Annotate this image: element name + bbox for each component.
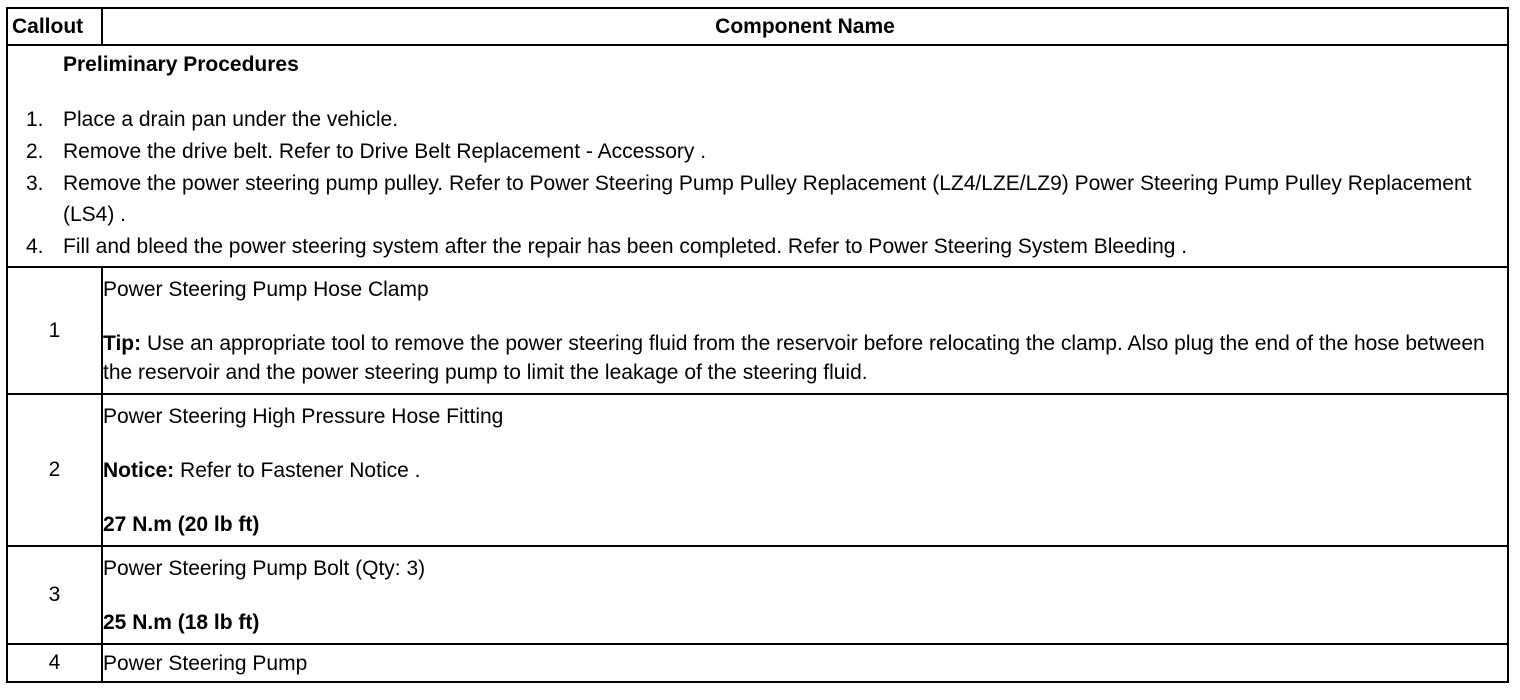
component-name: Power Steering Pump Hose Clamp <box>103 277 429 301</box>
component-name: Power Steering Pump <box>103 651 308 675</box>
preliminary-procedures-title: Preliminary Procedures <box>63 53 299 76</box>
table-row <box>7 394 1508 546</box>
notice-note <box>103 456 1507 485</box>
tip-note <box>103 329 1507 387</box>
step-text: Remove the power steering pump pulley. Refer to Power Steering Pump Pulley Replacement (LZ4/LZE/LZ9) Power Steering Pump Pulley Replacement (LS4) . <box>63 172 1472 226</box>
preliminary-row <box>7 45 1508 267</box>
component-name-column-header: Component Name <box>102 8 1508 45</box>
component-cell <box>102 644 1508 682</box>
torque-spec: 25 N.m (18 lb ft) <box>103 610 260 634</box>
step-text: Fill and bleed the power steering system after the repair has been completed. Refer to Power Steering System Bleeding . <box>63 235 1188 258</box>
component-cell <box>102 394 1508 546</box>
callout-column-header: Callout <box>7 8 102 45</box>
component-name: Power Steering High Pressure Hose Fitting <box>103 404 504 428</box>
step-number: 3. <box>26 172 44 195</box>
notice-label: Notice: <box>103 458 175 482</box>
step-number: 2. <box>26 140 44 163</box>
step-item <box>8 104 1507 135</box>
callout-number: 1 <box>7 267 102 394</box>
step-item <box>8 231 1507 262</box>
table-row <box>7 267 1508 394</box>
preliminary-steps-list <box>8 104 1507 262</box>
table-row <box>7 644 1508 682</box>
procedure-table-container <box>6 7 1507 683</box>
callout-number: 4 <box>7 644 102 682</box>
header-row <box>7 8 1508 45</box>
tip-text: Use an appropriate tool to remove the power steering fluid from the reservoir before relocating the clamp. Also plug the end of the hose between the reservoir and the power steering pump to limit the leakage of the steering fluid. <box>103 331 1485 384</box>
step-text: Place a drain pan under the vehicle. <box>63 108 399 131</box>
notice-text: Refer to Fastener Notice . <box>174 458 421 482</box>
step-item <box>8 168 1507 230</box>
table-row <box>7 546 1508 644</box>
tip-label: Tip: <box>103 331 142 355</box>
component-table <box>6 7 1509 683</box>
step-number: 4. <box>26 235 44 258</box>
step-text: Remove the drive belt. Refer to Drive Belt Replacement - Accessory . <box>63 140 707 163</box>
component-name: Power Steering Pump Bolt (Qty: 3) <box>103 556 426 580</box>
preliminary-procedures-cell <box>7 45 1508 267</box>
callout-number: 3 <box>7 546 102 644</box>
callout-number: 2 <box>7 394 102 546</box>
step-number: 1. <box>26 108 44 131</box>
component-cell <box>102 267 1508 394</box>
torque-spec: 27 N.m (20 lb ft) <box>103 512 260 536</box>
component-cell <box>102 546 1508 644</box>
step-item <box>8 136 1507 167</box>
